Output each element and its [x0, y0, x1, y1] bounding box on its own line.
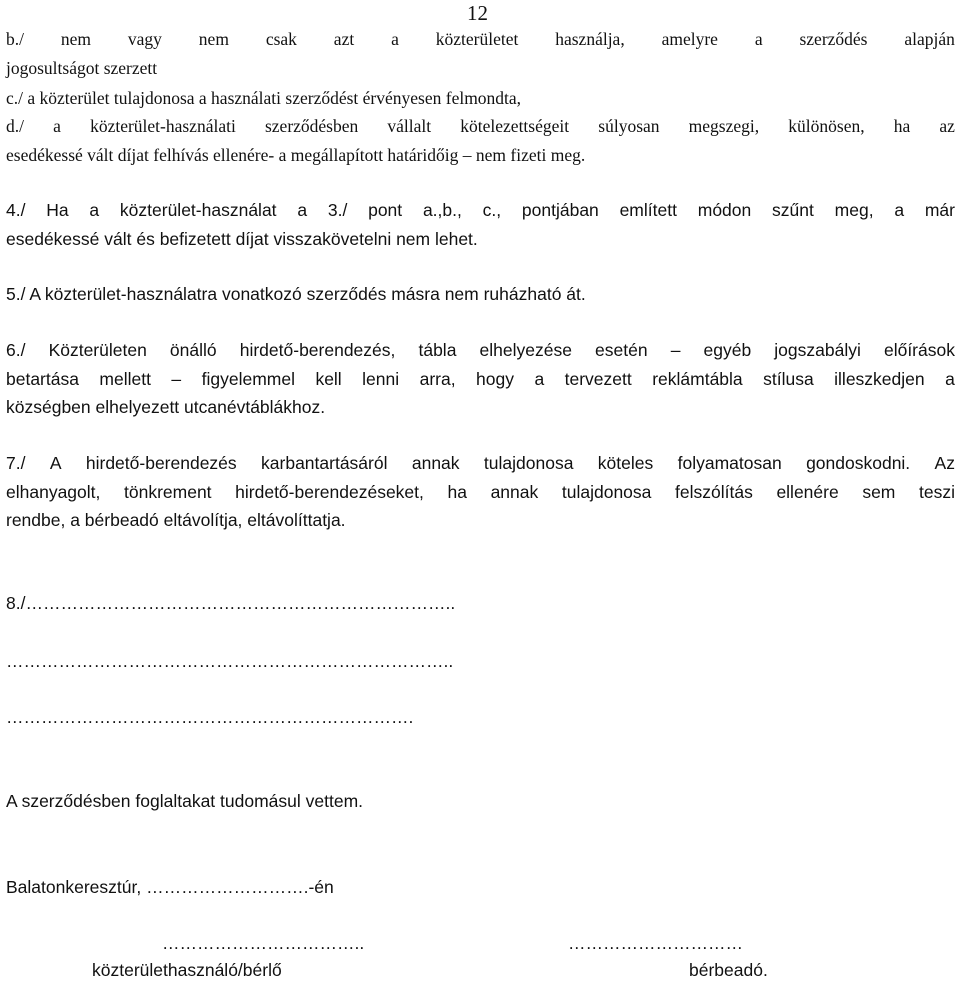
paragraph-4-line1	[6, 200, 955, 221]
word: a	[297, 200, 308, 220]
word: folyamatosan	[677, 453, 782, 473]
word: teszi	[919, 482, 955, 502]
word: tönkrement	[124, 482, 212, 502]
word: c.,	[482, 200, 502, 220]
word: szűnt	[772, 200, 814, 220]
paragraph-b-line2: jogosultságot szerzett	[6, 58, 158, 78]
word: azt	[333, 29, 355, 49]
word: tulajdonosa	[483, 453, 574, 473]
word: d./	[6, 116, 24, 136]
word: tervezett	[564, 369, 632, 389]
word: a	[391, 29, 399, 49]
word: tábla	[418, 340, 457, 360]
word: a	[945, 369, 955, 389]
word: ha	[447, 482, 467, 502]
paragraph-7-line3: rendbe, a bérbeadó eltávolítja, eltávolíttatja.	[6, 510, 346, 530]
word: illeszkedjen	[834, 369, 925, 389]
paragraph-8-line2: …………………………………………………………………..	[6, 651, 454, 671]
word: Közterületen	[48, 340, 147, 360]
acknowledgement: A szerződésben foglaltakat tudomásul vettem.	[6, 791, 364, 811]
word: hogy	[476, 369, 514, 389]
word: mellett	[99, 369, 151, 389]
word: a	[89, 200, 100, 220]
word: említett	[619, 200, 677, 220]
page-number: 12	[467, 1, 488, 25]
word: Ha	[46, 200, 69, 220]
word: hirdető-berendezéseket,	[235, 482, 424, 502]
signature-line-right: …………………………	[568, 933, 743, 953]
word: pontjában	[521, 200, 599, 220]
word: vagy	[127, 29, 162, 49]
paragraph-4-line2: esedékessé vált és befizetett díjat visszakövetelni nem lehet.	[6, 229, 478, 249]
word: felszólítás	[675, 482, 753, 502]
word: a	[534, 369, 545, 389]
word: a.,b.,	[422, 200, 462, 220]
word: köteles	[597, 453, 654, 473]
word: kötelezettségeit	[460, 116, 570, 136]
paragraph-6-line2	[6, 369, 955, 390]
word: 3./	[327, 200, 348, 220]
word: nem	[60, 29, 92, 49]
word: esetén	[595, 340, 648, 360]
paragraph-6-line3: községben elhelyezett utcanévtáblákhoz.	[6, 397, 326, 417]
word: stílusa	[763, 369, 814, 389]
word: önálló	[169, 340, 217, 360]
word: megszegi,	[688, 116, 760, 136]
word: közterületet	[435, 29, 519, 49]
word: Az	[934, 453, 955, 473]
word: betartása	[6, 369, 79, 389]
word: –	[670, 340, 681, 360]
word: különösen,	[788, 116, 865, 136]
word: elhelyezése	[479, 340, 572, 360]
word: sem	[862, 482, 896, 502]
word: 6./	[6, 340, 26, 360]
word: előírások	[883, 340, 955, 360]
word: amelyre	[661, 29, 718, 49]
word: szerződés	[799, 29, 868, 49]
word: figyelemmel	[201, 369, 295, 389]
word: hirdető-berendezés	[85, 453, 237, 473]
word: szerződésben	[264, 116, 359, 136]
word: közterület-használati	[90, 116, 236, 136]
word: arra,	[419, 369, 456, 389]
word: annak	[490, 482, 539, 502]
signature-label-left: közterülethasználó/bérlő	[92, 960, 282, 980]
word: annak	[411, 453, 460, 473]
word: meg,	[834, 200, 874, 220]
word: ha	[893, 116, 911, 136]
word: súlyosan	[598, 116, 660, 136]
word: A	[49, 453, 62, 473]
paragraph-b-line1	[6, 29, 955, 50]
word: használja,	[555, 29, 625, 49]
word: az	[939, 116, 955, 136]
word: egyéb	[703, 340, 752, 360]
word: vállalt	[387, 116, 432, 136]
word: tulajdonosa	[561, 482, 652, 502]
word: b./	[6, 29, 24, 49]
word: lenni	[362, 369, 400, 389]
word: csak	[265, 29, 297, 49]
paragraph-7-line2	[6, 482, 955, 503]
word: karbantartásáról	[261, 453, 388, 473]
word: gondoskodni.	[806, 453, 911, 473]
paragraph-5: 5./ A közterület-használatra vonatkozó szerződés másra nem ruházható át.	[6, 284, 586, 304]
word: közterület-használat	[119, 200, 277, 220]
word: alapján	[904, 29, 955, 49]
signature-label-right: bérbeadó.	[689, 960, 768, 980]
paragraph-d-line1	[6, 116, 955, 137]
word: ellenére	[776, 482, 839, 502]
word: reklámtábla	[652, 369, 743, 389]
word: a	[754, 29, 763, 49]
paragraph-c: c./ a közterület tulajdonosa a használati szerződést érvényesen felmondta,	[6, 88, 522, 108]
word: elhanyagolt,	[6, 482, 101, 502]
paragraph-8-line1: 8./………………………………………………………………..	[6, 593, 456, 613]
word: a	[894, 200, 905, 220]
paragraph-7-line1	[6, 453, 955, 474]
word: hirdető-berendezés,	[239, 340, 396, 360]
word: a	[53, 116, 61, 136]
word: már	[924, 200, 955, 220]
word: jogszabályi	[774, 340, 861, 360]
word: 7./	[6, 453, 26, 473]
signature-line-left: ……………………………..	[162, 933, 365, 953]
place-date: Balatonkeresztúr, ……………………….-én	[6, 877, 334, 897]
paragraph-8-line3: …………………………………………………………….	[6, 707, 414, 727]
word: nem	[198, 29, 229, 49]
word: kell	[315, 369, 342, 389]
paragraph-d-line2: esedékessé vált díjat felhívás ellenére- a megállapított határidőig – nem fizeti meg.	[6, 145, 586, 165]
word: –	[171, 369, 182, 389]
word: módon	[697, 200, 752, 220]
paragraph-6-line1	[6, 340, 955, 361]
word: 4./	[6, 200, 26, 220]
word: pont	[368, 200, 403, 220]
